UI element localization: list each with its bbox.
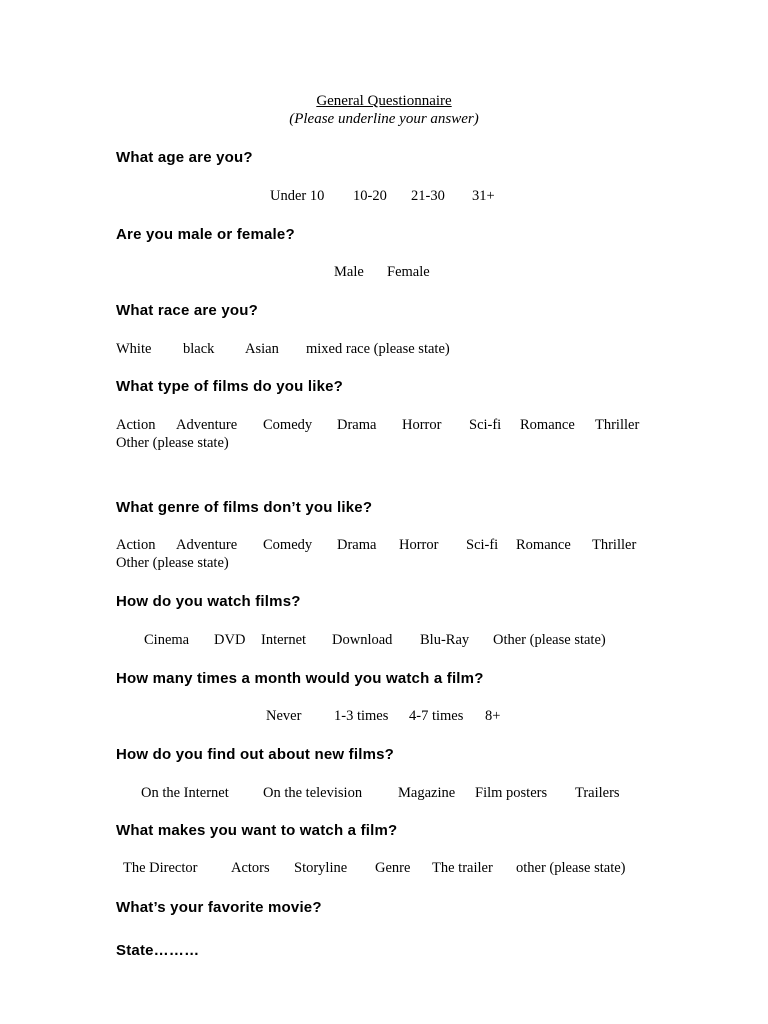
answer-option[interactable]: Storyline bbox=[294, 860, 348, 876]
answer-option[interactable]: mixed race (please state) bbox=[306, 341, 450, 357]
answer-option[interactable]: Blu-Ray bbox=[420, 632, 470, 648]
answer-option[interactable]: On the Internet bbox=[141, 785, 229, 801]
answer-option[interactable]: Cinema bbox=[144, 632, 190, 648]
page-title: General Questionnaire bbox=[316, 93, 452, 109]
answer-option[interactable]: Never bbox=[266, 708, 302, 724]
answer-option[interactable]: Adventure bbox=[176, 417, 238, 433]
answer-option[interactable]: Sci-fi bbox=[469, 417, 502, 433]
answer-option[interactable]: Action bbox=[116, 417, 156, 433]
answer-option[interactable]: 4-7 times bbox=[409, 708, 464, 724]
answer-option[interactable]: Actors bbox=[231, 860, 270, 876]
answer-option[interactable]: Other (please state) bbox=[493, 632, 606, 648]
answer-option[interactable]: Comedy bbox=[263, 537, 313, 553]
answer-option[interactable]: 21-30 bbox=[411, 188, 445, 204]
answer-option[interactable]: Female bbox=[387, 264, 430, 280]
answer-option[interactable]: Adventure bbox=[176, 537, 238, 553]
answer-option[interactable]: The Director bbox=[123, 860, 198, 876]
answer-option[interactable]: 10-20 bbox=[353, 188, 387, 204]
answer-option[interactable]: DVD bbox=[214, 632, 246, 648]
answer-option[interactable]: Other (please state) bbox=[116, 555, 229, 571]
answer-option[interactable]: Asian bbox=[245, 341, 279, 357]
answer-option[interactable]: Drama bbox=[337, 417, 377, 433]
page-subtitle: (Please underline your answer) bbox=[289, 111, 479, 127]
question-watch-frequency: How many times a month would you watch a film? bbox=[116, 670, 484, 687]
answer-option[interactable]: Magazine bbox=[398, 785, 456, 801]
answer-option[interactable]: Film posters bbox=[475, 785, 548, 801]
answer-option[interactable]: The trailer bbox=[432, 860, 493, 876]
question-race: What race are you? bbox=[116, 302, 258, 319]
answer-option[interactable]: 8+ bbox=[485, 708, 501, 724]
answer-option[interactable]: Internet bbox=[261, 632, 307, 648]
answer-option[interactable]: Horror bbox=[402, 417, 442, 433]
answer-option[interactable]: Action bbox=[116, 537, 156, 553]
answer-option[interactable]: Under 10 bbox=[270, 188, 325, 204]
answer-option[interactable]: Genre bbox=[375, 860, 411, 876]
answer-option[interactable]: On the television bbox=[263, 785, 363, 801]
answer-option[interactable]: Horror bbox=[399, 537, 439, 553]
question-motivation: What makes you want to watch a film? bbox=[116, 822, 398, 839]
answer-option[interactable]: other (please state) bbox=[516, 860, 626, 876]
answer-option[interactable]: Thriller bbox=[592, 537, 637, 553]
question-discovery: How do you find out about new films? bbox=[116, 746, 395, 763]
answer-option[interactable]: Comedy bbox=[263, 417, 313, 433]
answer-option[interactable]: Drama bbox=[337, 537, 377, 553]
question-watch-method: How do you watch films? bbox=[116, 593, 301, 610]
answer-option[interactable]: Sci-fi bbox=[466, 537, 499, 553]
answer-option[interactable]: Trailers bbox=[575, 785, 620, 801]
answer-option[interactable]: Romance bbox=[516, 537, 571, 553]
state-answer-line[interactable]: State……… bbox=[116, 942, 200, 959]
answer-option[interactable]: Male bbox=[334, 264, 364, 280]
answer-option[interactable]: black bbox=[183, 341, 215, 357]
answer-option[interactable]: Thriller bbox=[595, 417, 640, 433]
question-age: What age are you? bbox=[116, 149, 253, 166]
question-gender: Are you male or female? bbox=[116, 226, 295, 243]
answer-option[interactable]: 31+ bbox=[472, 188, 495, 204]
answer-option[interactable]: 1-3 times bbox=[334, 708, 389, 724]
answer-option[interactable]: White bbox=[116, 341, 152, 357]
answer-option[interactable]: Download bbox=[332, 632, 393, 648]
question-favorite-movie: What’s your favorite movie? bbox=[116, 899, 322, 916]
answer-option[interactable]: Other (please state) bbox=[116, 435, 229, 451]
question-film-types-liked: What type of films do you like? bbox=[116, 378, 344, 395]
answer-option[interactable]: Romance bbox=[520, 417, 575, 433]
question-film-genres-disliked: What genre of films don’t you like? bbox=[116, 499, 373, 516]
